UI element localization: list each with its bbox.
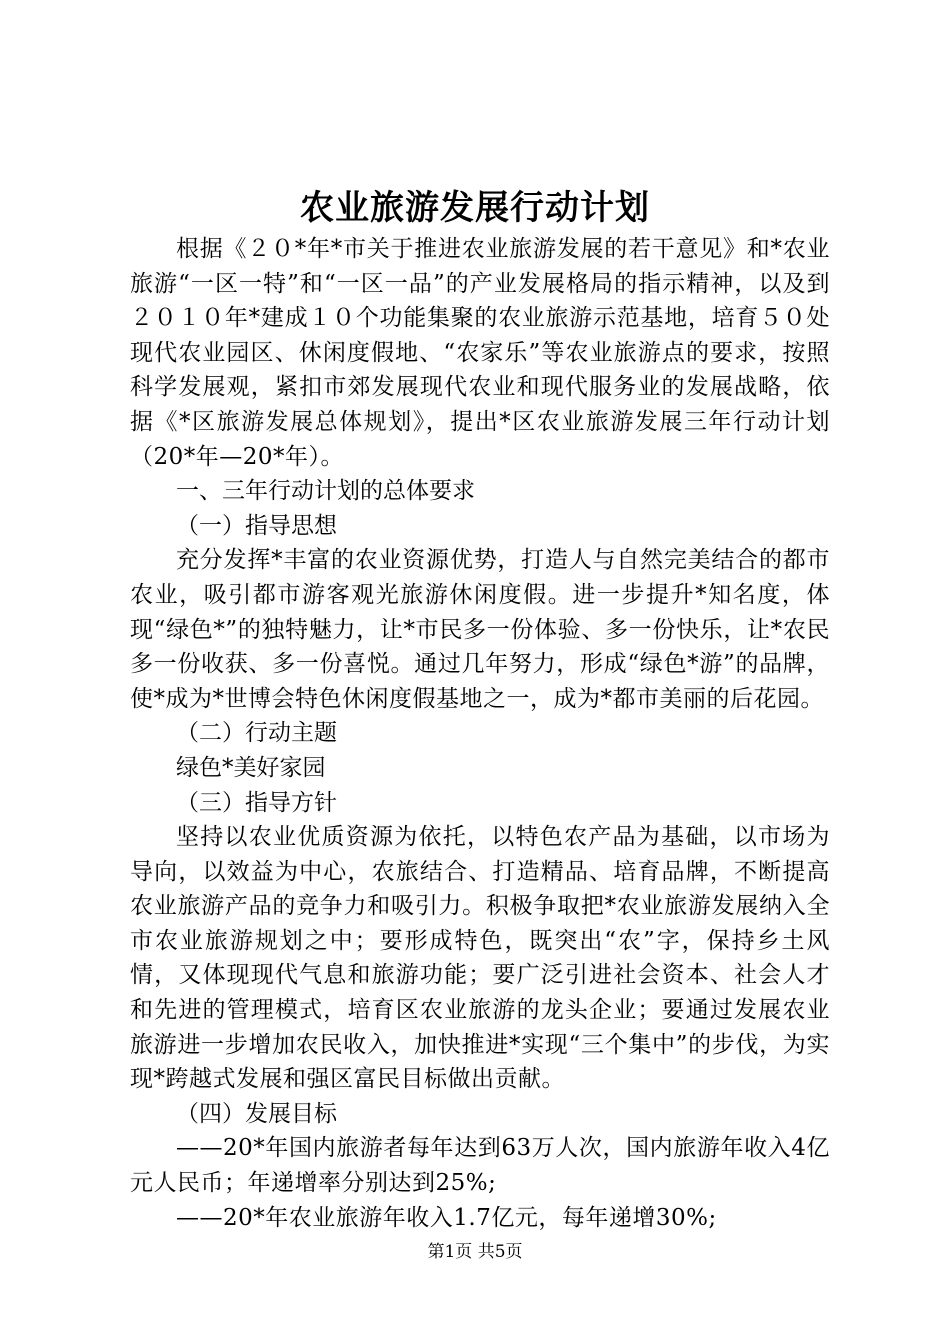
- subsection-heading-action-theme: （二）行动主题: [176, 720, 337, 747]
- subsection-heading-guiding-thought: （一）指导思想: [176, 512, 337, 539]
- document-title: 农业旅游发展行动计划: [300, 188, 650, 228]
- goal-item: ——20*年国内旅游者每年达到63万人次，国内旅游年收入4亿元人民币；年递增率分别达到25%;: [130, 1135, 830, 1197]
- subsection-heading-guiding-policy: （三）指导方针: [176, 789, 337, 816]
- goal-item: ——20*年农业旅游年收入1.7亿元，每年递增30%;: [176, 1204, 717, 1231]
- guiding-thought-paragraph: 充分发挥*丰富的农业资源优势，打造人与自然完美结合的都市农业，吸引都市游客观光旅游休闲度假。进一步提升*知名度，体现“绿色*”的独特魅力，让*市民多一份体验、多一份快乐，让*农民多一份收获、多一份喜悦。通过几年努力，形成“绿色*游”的品牌，使*成为*世博会特色休闲度假基地之一，成为*都市美丽的后花园。: [130, 547, 830, 712]
- section-heading-1: 一、三年行动计划的总体要求: [176, 478, 475, 505]
- page-footer: 第1页 共5页: [427, 1242, 523, 1262]
- guiding-policy-paragraph: 坚持以农业优质资源为依托，以特色农产品为基础，以市场为导向，以效益为中心，农旅结合、打造精品、培育品牌，不断提高农业旅游产品的竞争力和吸引力。积极争取把*农业旅游发展纳入全市农业旅游规划之中；要形成特色，既突出“农”字，保持乡土风情，又体现现代气息和旅游功能；要广泛引进社会资本、社会人才和先进的管理模式，培育区农业旅游的龙头企业；要通过发展农业旅游进一步增加农民收入，加快推进*实现“三个集中”的步伐，为实现*跨越式发展和强区富民目标做出贡献。: [130, 824, 830, 1093]
- document-body: [130, 232, 830, 1235]
- action-theme-text: 绿色*美好家园: [176, 754, 326, 781]
- intro-paragraph: 根据《２０*年*市关于推进农业旅游发展的若干意见》和*农业旅游“一区一特”和“一区一品”的产业发展格局的指示精神，以及到２０１０年*建成１０个功能集聚的农业旅游示范基地，培育５０处现代农业园区、休闲度假地、“农家乐”等农业旅游点的要求，按照科学发展观，紧扣市郊发展现代农业和现代服务业的发展战略，依据《*区旅游发展总体规划》，提出*区农业旅游发展三年行动计划（20*年—20*年）。: [130, 236, 830, 470]
- subsection-heading-development-goals: （四）发展目标: [176, 1100, 337, 1127]
